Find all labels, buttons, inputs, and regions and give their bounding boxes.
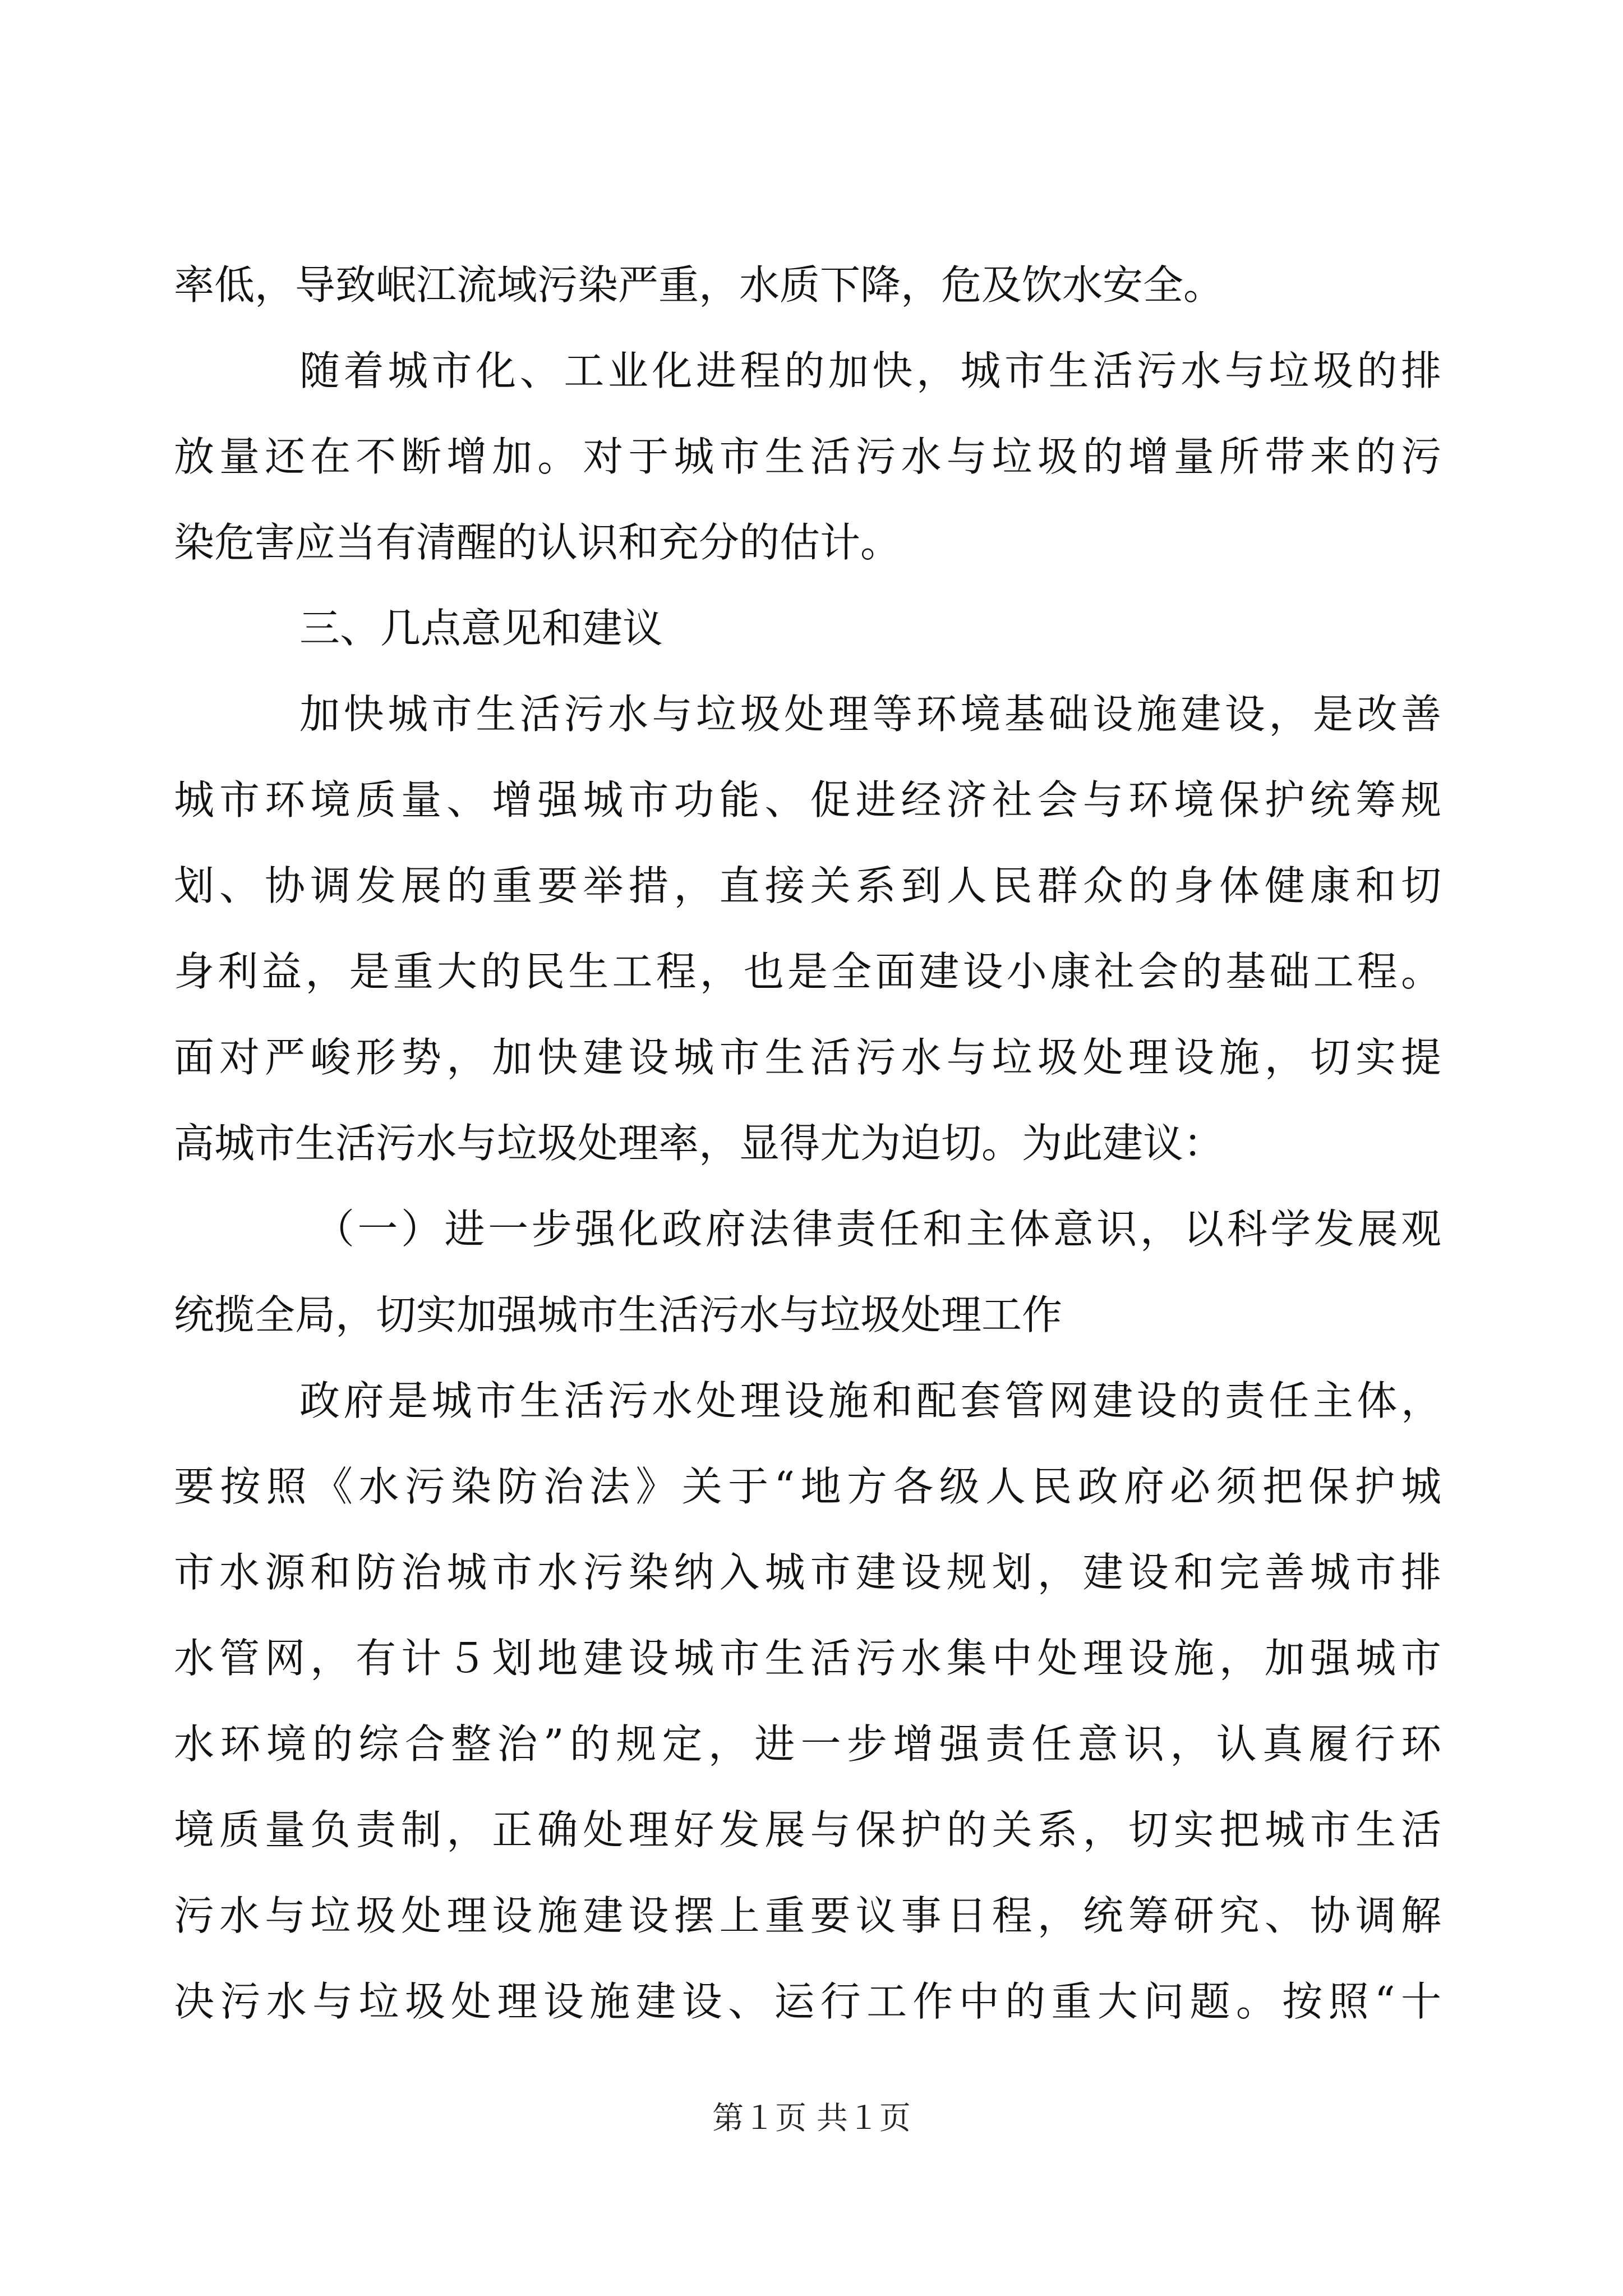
text-line: 政府是城市生活污水处理设施和配套管网建设的责任主体， bbox=[299, 1377, 1441, 1424]
text-line: 要按照《水污染防治法》关于“地方各级人民政府必须把保护城 bbox=[174, 1463, 1441, 1510]
text-line: 放量还在不断增加。对于城市生活污水与垃圾的增量所带来的污 bbox=[174, 433, 1441, 480]
text-line: 面对严峻形势，加快建设城市生活污水与垃圾处理设施，切实提 bbox=[174, 1034, 1441, 1081]
text-line: 市水源和防治城市水污染纳入城市建设规划，建设和完善城市排 bbox=[174, 1549, 1441, 1596]
text-line: 污水与垃圾处理设施建设摆上重要议事日程，统筹研究、协调解 bbox=[174, 1892, 1441, 1939]
text-line: 境质量负责制，正确处理好发展与保护的关系，切实把城市生活 bbox=[174, 1806, 1441, 1853]
text-line: 划、协调发展的重要举措，直接关系到人民群众的身体健康和切 bbox=[174, 862, 1441, 909]
text-line: （一）进一步强化政府法律责任和主体意识，以科学发展观 bbox=[314, 1205, 1441, 1253]
text-line: 身利益，是重大的民生工程，也是全面建设小康社会的基础工程。 bbox=[174, 948, 1441, 995]
text-line: 水环境的综合整治”的规定，进一步增强责任意识，认真履行环 bbox=[174, 1720, 1441, 1768]
document-body bbox=[174, 242, 1441, 2045]
text-line: 城市环境质量、增强城市功能、促进经济社会与环境保护统筹规 bbox=[174, 776, 1441, 823]
text-line: 统揽全局，切实加强城市生活污水与垃圾处理工作 bbox=[174, 1291, 1063, 1338]
text-line: 随着城市化、工业化进程的加快，城市生活污水与垃圾的排 bbox=[299, 347, 1441, 394]
text-line: 决污水与垃圾处理设施建设、运行工作中的重大问题。按照“十 bbox=[174, 1978, 1441, 2025]
text-line: 三、几点意见和建议 bbox=[299, 605, 663, 652]
text-line: 加快城市生活污水与垃圾处理等环境基础设施建设，是改善 bbox=[299, 691, 1441, 738]
text-line: 高城市生活污水与垃圾处理率，显得尤为迫切。为此建议： bbox=[174, 1120, 1224, 1167]
text-line: 率低，导致岷江流域污染严重，水质下降，危及饮水安全。 bbox=[174, 261, 1224, 309]
text-line: 水管网，有计５划地建设城市生活污水集中处理设施，加强城市 bbox=[174, 1635, 1441, 1682]
page-footer: 第１页 共１页 bbox=[712, 2100, 911, 2137]
text-line: 染危害应当有清醒的认识和充分的估计。 bbox=[174, 519, 901, 566]
